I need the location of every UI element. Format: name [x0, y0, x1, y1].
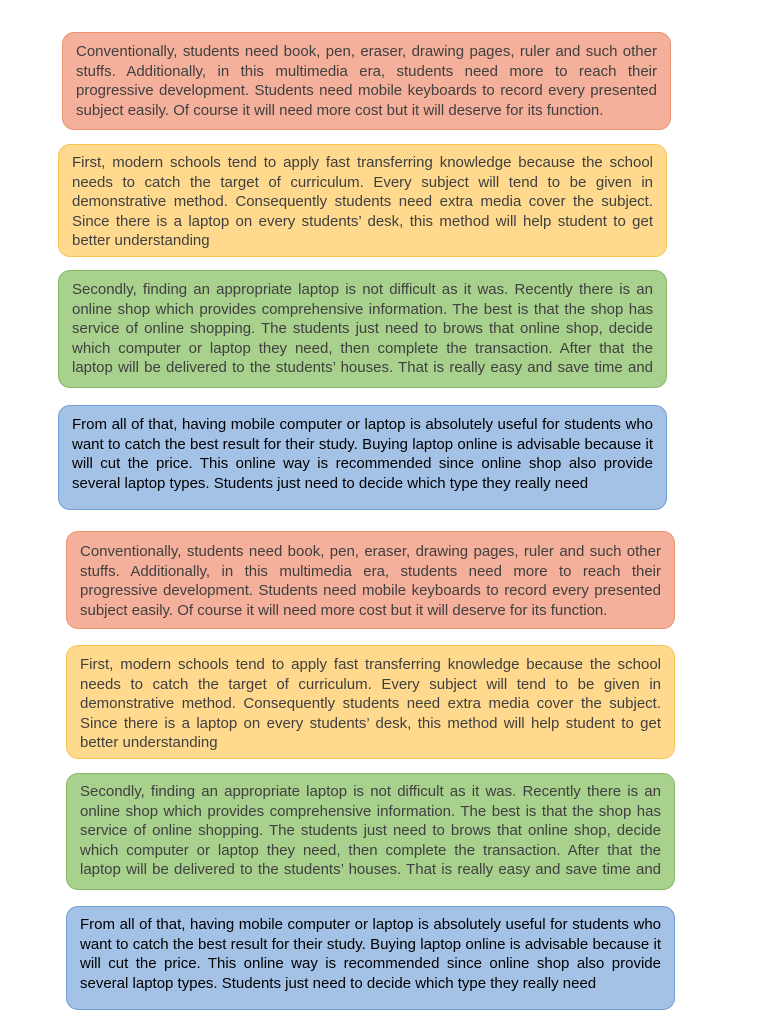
paragraph-line: needs to catch the target of curriculum. Every subject will tend to be given in	[72, 173, 653, 191]
paragraph-line: which computer or laptop they need, then complete the transaction. After that the	[80, 841, 661, 859]
paragraph-box-conclusion-repeat	[66, 906, 675, 1010]
paragraph-line: needs to catch the target of curriculum. Every subject will tend to be given in	[80, 675, 661, 693]
paragraph-line: stuffs. Additionally, in this multimedia era, students need more to reach their	[80, 562, 661, 580]
paragraph-line: service of online shopping. The students just need to brows that online shop, decide	[80, 822, 661, 839]
paragraph-line: better understanding	[72, 232, 210, 249]
paragraph-line: better understanding	[80, 734, 218, 751]
paragraph-line: demonstrative method. Consequently students need extra media cover the subject.	[80, 695, 661, 712]
paragraph-line: subject easily. Of course it will need more cost but it will deserve for its function.	[80, 601, 608, 619]
paragraph-line: Conventionally, students need book, pen, eraser, drawing pages, ruler and such other	[76, 43, 657, 60]
paragraph-line: First, modern schools tend to apply fast transferring knowledge because the school	[72, 154, 653, 171]
paragraph-box-first-reason	[58, 144, 667, 257]
paragraph-line: service of online shopping. The students just need to brows that online shop, decide	[72, 320, 653, 337]
paragraph-box-first-reason-repeat	[66, 645, 675, 759]
paragraph-line: stuffs. Additionally, in this multimedia era, students need more to reach their	[76, 62, 657, 80]
paragraph-line: From all of that, having mobile computer or laptop is absolutely useful for students who	[72, 416, 653, 433]
paragraph-line: progressive development. Students need mobile keyboards to record every presented	[76, 82, 657, 99]
paragraph-line: will cut the price. This online way is recommended since online shop also provide	[80, 955, 661, 972]
paragraph-line: Since there is a laptop on every students’ desk, this method will help student to get	[72, 212, 653, 230]
paragraph-line: laptop will be delivered to the students’ houses. That is really easy and save time and	[72, 359, 653, 376]
paragraph-line: subject easily. Of course it will need more cost but it will deserve for its function.	[76, 101, 604, 119]
paragraph-line: Conventionally, students need book, pen, eraser, drawing pages, ruler and such other	[80, 543, 661, 560]
paragraph-line: laptop will be delivered to the students’ houses. That is really easy and save time and	[80, 861, 661, 878]
paragraph-line: want to catch the best result for their study. Buying laptop online is advisable because it	[80, 935, 661, 953]
paragraph-box-conventional-needs	[62, 32, 671, 130]
paragraph-line: online shop which provides comprehensive information. The best is that the shop has	[80, 802, 661, 820]
paragraph-box-second-reason-repeat	[66, 773, 675, 890]
paragraph-line: demonstrative method. Consequently students need extra media cover the subject.	[72, 193, 653, 210]
paragraph-line: online shop which provides comprehensive information. The best is that the shop has	[72, 300, 653, 318]
paragraph-line: Secondly, finding an appropriate laptop is not difficult as it was. Recently there is an	[72, 281, 653, 298]
paragraph-line: Since there is a laptop on every students’ desk, this method will help student to get	[80, 714, 661, 732]
paragraph-line: Secondly, finding an appropriate laptop is not difficult as it was. Recently there is an	[80, 783, 661, 800]
paragraph-line: want to catch the best result for their study. Buying laptop online is advisable because it	[72, 435, 653, 453]
paragraph-box-conclusion	[58, 405, 667, 510]
paragraph-box-conventional-needs-repeat	[66, 531, 675, 629]
paragraph-line: which computer or laptop they need, then complete the transaction. After that the	[72, 339, 653, 357]
paragraph-box-second-reason	[58, 270, 667, 388]
paragraph-line: progressive development. Students need mobile keyboards to record every presented	[80, 582, 661, 599]
paragraph-line: From all of that, having mobile computer or laptop is absolutely useful for students who	[80, 916, 661, 933]
paragraph-line: several laptop types. Students just need to decide which type they really need	[72, 474, 589, 492]
paragraph-line: several laptop types. Students just need to decide which type they really need	[80, 974, 597, 992]
paragraph-line: will cut the price. This online way is recommended since online shop also provide	[72, 455, 653, 472]
paragraph-line: First, modern schools tend to apply fast transferring knowledge because the school	[80, 656, 661, 673]
